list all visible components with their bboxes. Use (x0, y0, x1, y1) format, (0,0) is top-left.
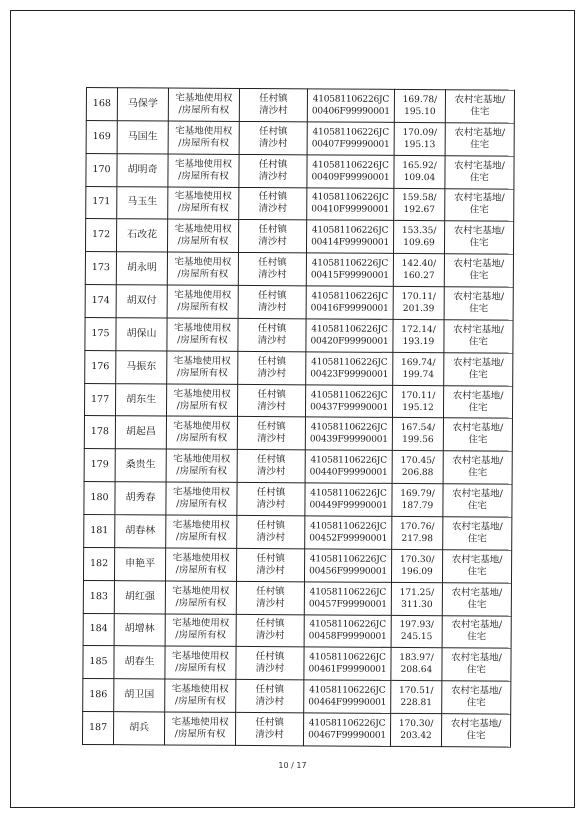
owner-name-cell: 胡东生 (115, 383, 166, 416)
area-cell: 142.40/ 160.27 (393, 254, 444, 287)
registration-table (82, 87, 515, 747)
right-type-cell: 宅基地使用权 /房屋所有权 (166, 449, 237, 482)
right-type-cell: 宅基地使用权 /房屋所有权 (167, 219, 238, 252)
usage-cell: 农村宅基地/ 住宅 (443, 484, 512, 517)
table-row (83, 547, 511, 582)
table-row (84, 482, 512, 517)
owner-name-cell: 胡春生 (114, 646, 165, 679)
owner-name-cell: 马玉生 (117, 186, 168, 219)
page-number: 10 / 17 (278, 761, 307, 770)
area-cell: 167.54/ 199.56 (392, 418, 443, 451)
right-type-cell: 宅基地使用权 /房屋所有权 (168, 187, 239, 220)
row-number-cell: 187 (82, 712, 113, 745)
location-cell: 任村镇 清沙村 (237, 384, 305, 417)
table-row (82, 712, 510, 747)
table-row (83, 613, 511, 648)
unit-code-cell: 410581106226JC 00420F99990001 (306, 319, 393, 352)
table-row (85, 317, 513, 352)
right-type-cell: 宅基地使用权 /房屋所有权 (166, 416, 237, 449)
location-cell: 任村镇 清沙村 (236, 581, 304, 614)
owner-name-cell: 胡保山 (116, 318, 167, 351)
area-cell: 170.45/ 206.88 (392, 451, 443, 484)
area-cell: 171.25/ 311.30 (391, 582, 442, 615)
owner-name-cell: 石改花 (116, 219, 167, 252)
area-cell: 183.97/ 208.64 (391, 648, 442, 681)
usage-cell: 农村宅基地/ 住宅 (442, 582, 511, 615)
row-number-cell: 174 (85, 285, 116, 318)
area-cell: 169.74/ 199.74 (393, 352, 444, 385)
unit-code-cell: 410581106226JC 00461F99990001 (304, 647, 391, 680)
right-type-cell: 宅基地使用权 /房屋所有权 (166, 384, 237, 417)
table-row (84, 383, 512, 418)
unit-code-cell: 410581106226JC 00406F99990001 (307, 89, 394, 122)
owner-name-cell: 胡起昌 (115, 416, 166, 449)
area-cell: 170.09/ 195.13 (394, 122, 445, 155)
location-cell: 任村镇 清沙村 (236, 614, 304, 647)
location-cell: 任村镇 清沙村 (237, 483, 305, 516)
unit-code-cell: 410581106226JC 00439F99990001 (305, 417, 392, 450)
location-cell: 任村镇 清沙村 (238, 351, 306, 384)
row-number-cell: 176 (85, 350, 116, 383)
area-cell: 165.92/ 109.04 (394, 155, 445, 188)
row-number-cell: 168 (86, 88, 117, 121)
location-cell: 任村镇 清沙村 (239, 154, 307, 187)
right-type-cell: 宅基地使用权 /房屋所有权 (166, 515, 237, 548)
owner-name-cell: 胡秀春 (115, 482, 166, 515)
right-type-cell: 宅基地使用权 /房屋所有权 (167, 285, 238, 318)
row-number-cell: 181 (84, 514, 115, 547)
location-cell: 任村镇 清沙村 (239, 121, 307, 154)
area-cell: 170.11/ 201.39 (393, 286, 444, 319)
row-number-cell: 183 (83, 580, 114, 613)
table-row (86, 153, 514, 188)
owner-name-cell: 胡双付 (116, 285, 167, 318)
unit-code-cell: 410581106226JC 00415F99990001 (306, 253, 393, 286)
table-row (86, 186, 514, 221)
usage-cell: 农村宅基地/ 住宅 (444, 254, 513, 287)
row-number-cell: 170 (86, 153, 117, 186)
usage-cell: 农村宅基地/ 住宅 (444, 221, 513, 254)
usage-cell: 农村宅基地/ 住宅 (445, 188, 514, 221)
row-number-cell: 185 (83, 646, 114, 679)
owner-name-cell: 马国生 (117, 121, 168, 154)
unit-code-cell: 410581106226JC 00449F99990001 (305, 483, 392, 516)
area-cell: 197.93/ 245.15 (391, 615, 442, 648)
usage-cell: 农村宅基地/ 住宅 (445, 90, 514, 123)
table-row (85, 285, 513, 320)
row-number-cell: 179 (84, 449, 115, 482)
unit-code-cell: 410581106226JC 00452F99990001 (305, 516, 392, 549)
row-number-cell: 172 (85, 219, 116, 252)
area-cell: 170.30/ 203.42 (390, 713, 441, 746)
usage-cell: 农村宅基地/ 住宅 (445, 155, 514, 188)
right-type-cell: 宅基地使用权 /房屋所有权 (164, 712, 235, 745)
table-row (86, 88, 514, 123)
right-type-cell: 宅基地使用权 /房屋所有权 (165, 581, 236, 614)
usage-cell: 农村宅基地/ 住宅 (443, 451, 512, 484)
owner-name-cell: 胡兵 (113, 712, 164, 745)
owner-name-cell: 马保学 (117, 88, 168, 121)
unit-code-cell: 410581106226JC 00407F99990001 (307, 122, 394, 155)
unit-code-cell: 410581106226JC 00464F99990001 (304, 680, 391, 713)
area-cell: 170.76/ 217.98 (392, 516, 443, 549)
unit-code-cell: 410581106226JC 00440F99990001 (305, 450, 392, 483)
usage-cell: 农村宅基地/ 住宅 (443, 385, 512, 418)
area-cell: 153.35/ 109.69 (393, 221, 444, 254)
location-cell: 任村镇 清沙村 (238, 253, 306, 286)
unit-code-cell: 410581106226JC 00423F99990001 (306, 352, 393, 385)
usage-cell: 农村宅基地/ 住宅 (444, 287, 513, 320)
row-number-cell: 171 (86, 186, 117, 219)
table-row (84, 416, 512, 451)
row-number-cell: 178 (84, 416, 115, 449)
right-type-cell: 宅基地使用权 /房屋所有权 (166, 482, 237, 515)
area-cell: 170.30/ 196.09 (391, 549, 442, 582)
location-cell: 任村镇 清沙村 (236, 548, 304, 581)
row-number-cell: 186 (83, 679, 114, 712)
row-number-cell: 182 (83, 547, 114, 580)
owner-name-cell: 胡春林 (115, 515, 166, 548)
area-cell: 172.14/ 193.19 (393, 319, 444, 352)
right-type-cell: 宅基地使用权 /房屋所有权 (168, 121, 239, 154)
location-cell: 任村镇 清沙村 (235, 712, 303, 745)
area-cell: 170.11/ 195.12 (392, 385, 443, 418)
usage-cell: 农村宅基地/ 住宅 (442, 648, 511, 681)
usage-cell: 农村宅基地/ 住宅 (445, 123, 514, 156)
owner-name-cell: 胡卫国 (114, 679, 165, 712)
location-cell: 任村镇 清沙村 (237, 417, 305, 450)
owner-name-cell: 桑贵生 (115, 449, 166, 482)
row-number-cell: 180 (84, 482, 115, 515)
usage-cell: 农村宅基地/ 住宅 (443, 517, 512, 550)
unit-code-cell: 410581106226JC 00437F99990001 (305, 384, 392, 417)
location-cell: 任村镇 清沙村 (238, 318, 306, 351)
owner-name-cell: 申艳平 (114, 547, 165, 580)
right-type-cell: 宅基地使用权 /房屋所有权 (167, 351, 238, 384)
location-cell: 任村镇 清沙村 (238, 285, 306, 318)
location-cell: 任村镇 清沙村 (238, 220, 306, 253)
location-cell: 任村镇 清沙村 (239, 88, 307, 121)
table-row (83, 580, 511, 615)
location-cell: 任村镇 清沙村 (237, 515, 305, 548)
unit-code-cell: 410581106226JC 00457F99990001 (304, 582, 391, 615)
unit-code-cell: 410581106226JC 00414F99990001 (306, 220, 393, 253)
location-cell: 任村镇 清沙村 (237, 450, 305, 483)
usage-cell: 农村宅基地/ 住宅 (442, 549, 511, 582)
right-type-cell: 宅基地使用权 /房屋所有权 (165, 613, 236, 646)
unit-code-cell: 410581106226JC 00409F99990001 (307, 155, 394, 188)
unit-code-cell: 410581106226JC 00467F99990001 (303, 713, 390, 746)
unit-code-cell: 410581106226JC 00410F99990001 (307, 187, 394, 220)
table-row (85, 350, 513, 385)
right-type-cell: 宅基地使用权 /房屋所有权 (167, 318, 238, 351)
usage-cell: 农村宅基地/ 住宅 (444, 320, 513, 353)
unit-code-cell: 410581106226JC 00416F99990001 (306, 286, 393, 319)
owner-name-cell: 胡红强 (114, 580, 165, 613)
right-type-cell: 宅基地使用权 /房屋所有权 (167, 252, 238, 285)
owner-name-cell: 马振东 (116, 350, 167, 383)
unit-code-cell: 410581106226JC 00458F99990001 (304, 614, 391, 647)
table-row (86, 120, 514, 155)
table-row (85, 219, 513, 254)
right-type-cell: 宅基地使用权 /房屋所有权 (165, 679, 236, 712)
owner-name-cell: 胡增林 (114, 613, 165, 646)
area-cell: 169.79/ 187.79 (392, 484, 443, 517)
right-type-cell: 宅基地使用权 /房屋所有权 (168, 88, 239, 121)
location-cell: 任村镇 清沙村 (239, 187, 307, 220)
right-type-cell: 宅基地使用权 /房屋所有权 (165, 646, 236, 679)
table-row (83, 679, 511, 714)
row-number-cell: 175 (85, 317, 116, 350)
table-row (84, 514, 512, 549)
row-number-cell: 184 (83, 613, 114, 646)
area-cell: 159.58/ 192.67 (394, 188, 445, 221)
owner-name-cell: 胡永明 (116, 252, 167, 285)
unit-code-cell: 410581106226JC 00456F99990001 (304, 549, 391, 582)
row-number-cell: 173 (85, 252, 116, 285)
owner-name-cell: 胡明奇 (117, 153, 168, 186)
table-row (85, 252, 513, 287)
usage-cell: 农村宅基地/ 住宅 (442, 615, 511, 648)
location-cell: 任村镇 清沙村 (236, 647, 304, 680)
right-type-cell: 宅基地使用权 /房屋所有权 (165, 548, 236, 581)
location-cell: 任村镇 清沙村 (236, 680, 304, 713)
table-row (84, 449, 512, 484)
table-row (83, 646, 511, 681)
area-cell: 169.78/ 195.10 (394, 89, 445, 122)
usage-cell: 农村宅基地/ 住宅 (444, 352, 513, 385)
usage-cell: 农村宅基地/ 住宅 (441, 714, 510, 747)
right-type-cell: 宅基地使用权 /房屋所有权 (168, 154, 239, 187)
row-number-cell: 177 (84, 383, 115, 416)
usage-cell: 农村宅基地/ 住宅 (442, 681, 511, 714)
usage-cell: 农村宅基地/ 住宅 (443, 418, 512, 451)
row-number-cell: 169 (86, 120, 117, 153)
area-cell: 170.51/ 228.81 (391, 681, 442, 714)
